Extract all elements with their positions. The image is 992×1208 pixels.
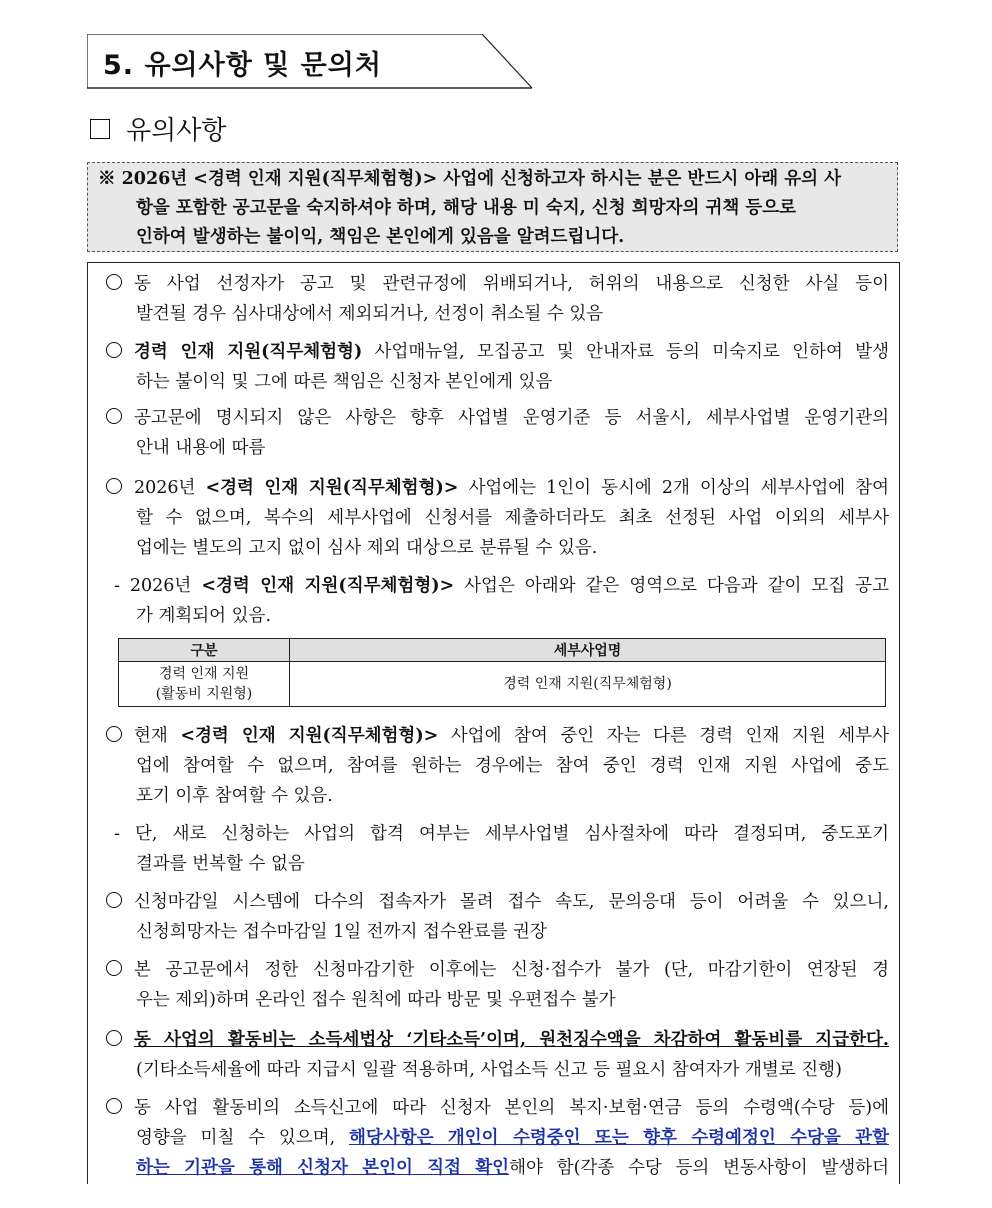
note-text: 안내 내용에 따름 — [136, 438, 266, 458]
note-text: 신청희망자는 접수마감일 1일 전까지 접수완료를 권장 — [136, 922, 547, 942]
note-text: 업에는 별도의 고지 없이 심사 제외 대상으로 분류될 수 있음. — [136, 538, 598, 558]
table-header-cell: 구분 — [119, 639, 290, 662]
note-text: 동 사업 활동비의 소득신고에 따라 신청자 본인의 복지·보험·연금 등의 수령액(수당 등)에 — [134, 1098, 889, 1118]
note-item-6 — [106, 887, 889, 947]
circle-bullet-icon — [106, 1030, 122, 1046]
note-bold-text: <경력 인재 지원(직무체험형)> — [205, 478, 459, 498]
note-text: 하는 불이익 및 그에 따른 책임은 신청자 본인에게 있음 — [136, 372, 553, 392]
note-text: 포기 이후 참여할 수 있음. — [136, 786, 333, 806]
note-text: 가 계획되어 있음. — [136, 606, 272, 626]
section-title-box — [87, 34, 532, 89]
note-dash-2 — [106, 819, 889, 879]
square-bullet-icon — [90, 119, 110, 139]
note-text: 사업매뉴얼, 모집공고 및 안내자료 등의 미숙지로 인하여 발생 — [362, 342, 889, 362]
note-item-9 — [106, 1093, 889, 1183]
table-cell-project: 경력 인재 지원(직무체험형) — [290, 662, 886, 707]
note-text: 공고문에 명시되지 않은 사항은 향후 사업별 운영기준 등 서울시, 세부사업별 운영기관의 — [134, 408, 889, 428]
table-header-cell: 세부사업명 — [290, 639, 886, 662]
note-text: 2026년 — [134, 478, 206, 498]
circle-bullet-icon — [106, 408, 122, 424]
note-item-7 — [106, 955, 889, 1015]
notice-line-1: ※ 2026년 <경력 인재 지원(직무체험형)> 사업에 신청하고자 하시는 분은 반드시 아래 유의 사 — [98, 169, 842, 189]
note-item-1 — [106, 269, 889, 329]
note-text: 영향을 미칠 수 있으며, — [136, 1128, 349, 1148]
note-text: 우는 제외)하며 온라인 접수 원칙에 따라 방문 및 우편접수 불가 — [136, 990, 616, 1010]
circle-bullet-icon — [106, 726, 122, 742]
notes-content-box — [87, 262, 900, 1184]
table-row — [119, 662, 886, 707]
note-text: 할 수 없으며, 복수의 세부사업에 신청서를 제출하더라도 최초 선정된 사업 이외의 세부사 — [136, 508, 889, 528]
notice-line-3: 인하여 발생하는 불이익, 책임은 본인에게 있음을 알려드립니다. — [136, 227, 625, 247]
note-text: 본 공고문에서 정한 신청마감기한 이후에는 신청·접수가 불가 (단, 마감기한이 연장된 경 — [134, 960, 889, 980]
note-item-3 — [106, 403, 889, 463]
note-item-2 — [106, 337, 889, 397]
note-text: 사업은 아래와 같은 영역으로 다음과 같이 모집 공고 — [454, 576, 889, 596]
note-item-8 — [106, 1025, 889, 1085]
table-cell-category — [119, 662, 290, 707]
circle-bullet-icon — [106, 960, 122, 976]
circle-bullet-icon — [106, 1098, 122, 1114]
note-text: - 단, 새로 신청하는 사업의 합격 여부는 세부사업별 심사절차에 따라 결정되며, 중도포기 — [114, 824, 889, 844]
note-text: (기타소득세율에 따라 지급시 일괄 적용하며, 사업소득 신고 등 필요시 참여자가 개별로 진행) — [136, 1060, 842, 1080]
note-text: 사업에는 1인이 동시에 2개 이상의 세부사업에 참여 — [458, 478, 889, 498]
note-item-4 — [106, 473, 889, 563]
note-highlight-text: 해당사항은 개인이 수령중인 또는 향후 수령예정인 수당을 관할 — [349, 1128, 889, 1148]
note-bold-text: <경력 인재 지원(직무체험형)> — [180, 726, 439, 746]
note-text: 현재 — [134, 726, 181, 746]
note-text: 결과를 번복할 수 없음 — [136, 854, 305, 874]
note-text: 해야 함(각종 수당 등의 변동사항이 발생하더 — [509, 1158, 889, 1178]
table-cell-text: 경력 인재 지원 — [158, 666, 250, 682]
sub-heading-text: 유의사항 — [126, 116, 227, 146]
section-title: 5. 유의사항 및 문의처 — [103, 50, 382, 81]
note-dash-1 — [106, 571, 889, 631]
note-text: 사업에 참여 중인 자는 다른 경력 인재 지원 세부사 — [438, 726, 889, 746]
sub-heading — [90, 110, 226, 147]
note-bold-text: 동 사업의 활동비는 소득세법상 ‘기타소득’이며, 원천징수액을 차감하여 활동비를 지급한다. — [134, 1030, 889, 1050]
table-header-row — [119, 639, 886, 662]
note-text: 신청마감일 시스템에 다수의 접속자가 몰려 접수 속도, 문의응대 등이 어려울 수 있으니, — [134, 892, 889, 912]
note-text: - 2026년 — [114, 576, 202, 596]
circle-bullet-icon — [106, 478, 122, 494]
circle-bullet-icon — [106, 342, 122, 358]
note-bold-text: 경력 인재 지원(직무체험형) — [134, 342, 363, 362]
note-item-5 — [106, 721, 889, 811]
table-cell-text: (활동비 지원형) — [155, 686, 253, 702]
note-highlight-text: 하는 기관을 통해 신청자 본인이 직접 확인 — [136, 1158, 510, 1178]
note-text: 동 사업 선정자가 공고 및 관련규정에 위배되거나, 허위의 내용으로 신청한 사실 등이 — [134, 274, 889, 294]
sub-project-table — [118, 638, 886, 707]
note-text: 발견될 경우 심사대상에서 제외되거나, 선정이 취소될 수 있음 — [136, 304, 604, 324]
notice-line-2: 항을 포함한 공고문을 숙지하셔야 하며, 해당 내용 미 숙지, 신청 희망자의 귀책 등으로 — [136, 198, 797, 218]
note-text: 업에 참여할 수 없으며, 참여를 원하는 경우에는 참여 중인 경력 인재 지원 사업에 중도 — [136, 756, 889, 776]
notice-box — [87, 162, 898, 252]
note-bold-text: <경력 인재 지원(직무체험형)> — [201, 576, 455, 596]
circle-bullet-icon — [106, 892, 122, 908]
circle-bullet-icon — [106, 274, 122, 290]
